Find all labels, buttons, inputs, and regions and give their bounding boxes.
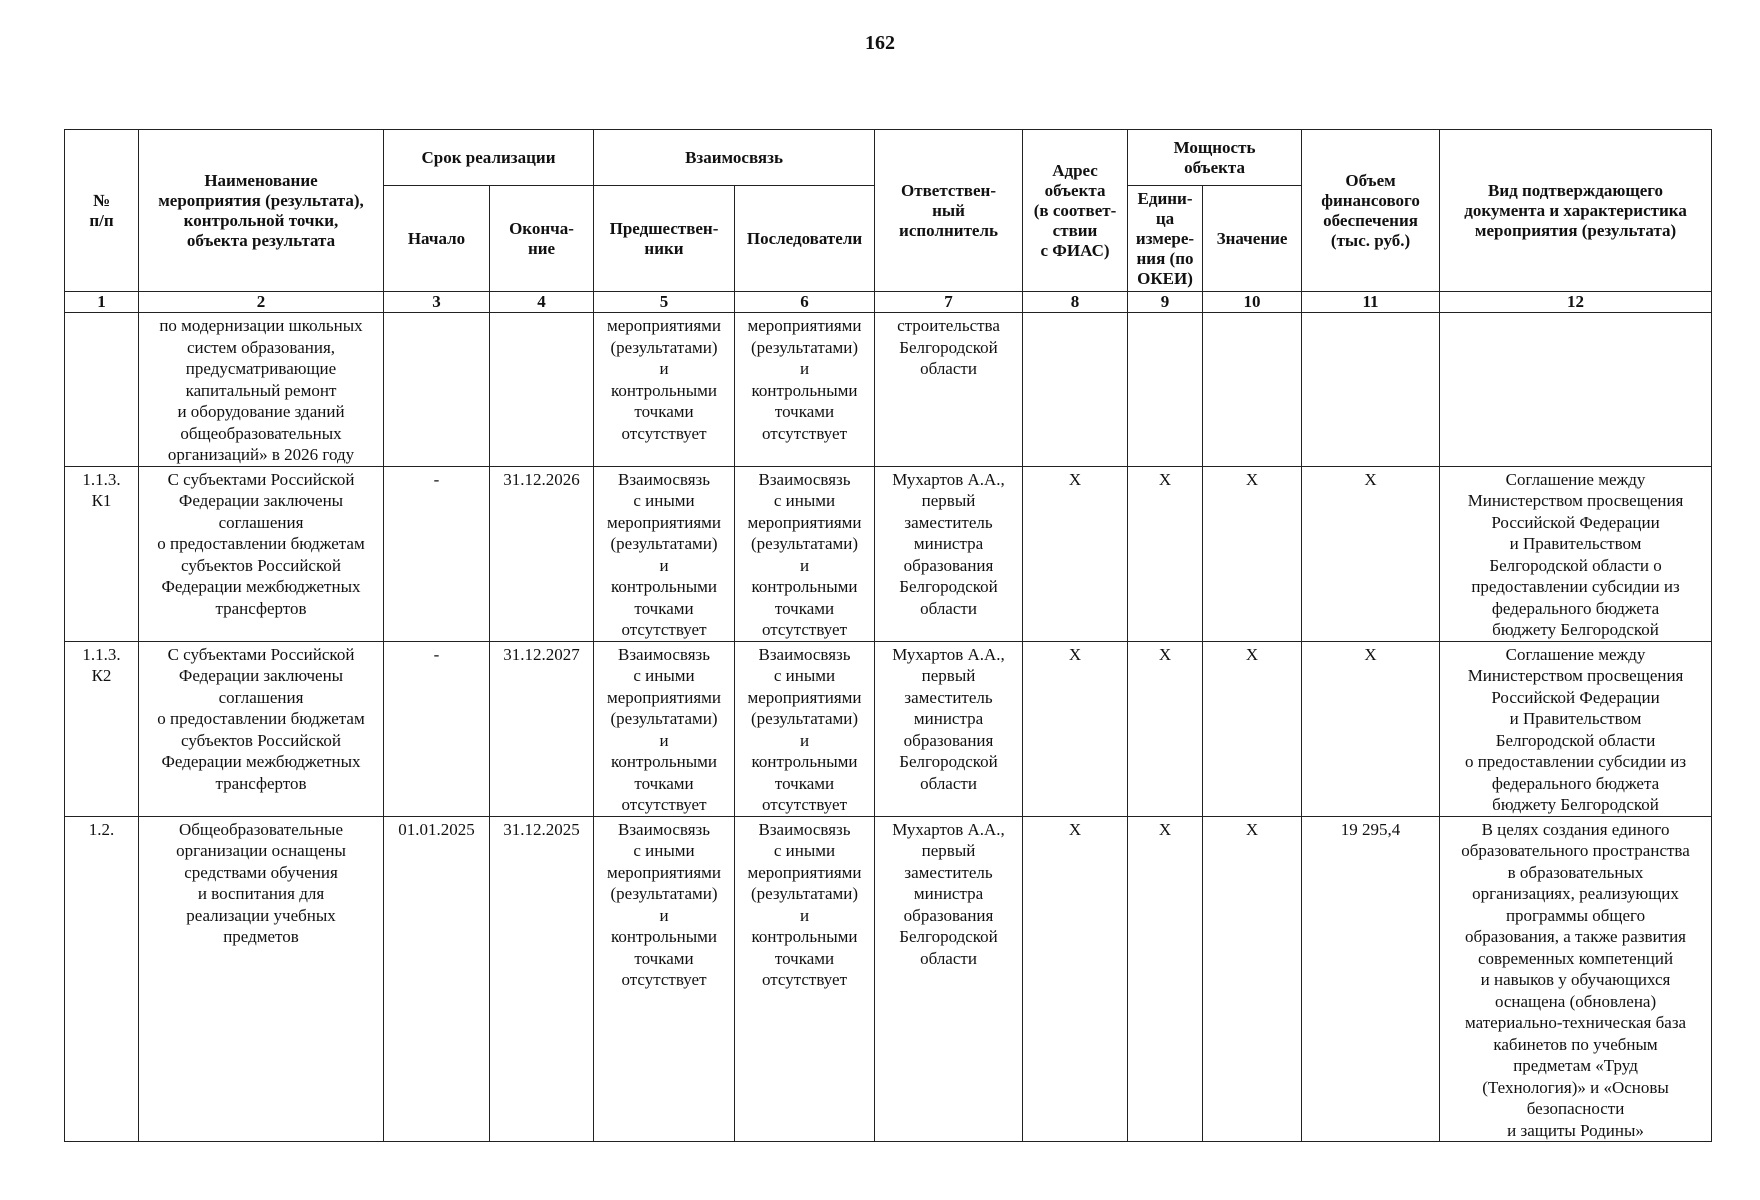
header-finance: Объем финансового обеспечения (тыс. руб.) bbox=[1302, 130, 1440, 292]
table-header bbox=[65, 130, 1712, 313]
cell-num: 1.2. bbox=[65, 816, 139, 1142]
cell-finance bbox=[1302, 313, 1440, 467]
header-relation: Взаимосвязь bbox=[594, 130, 875, 186]
table-row bbox=[65, 466, 1712, 641]
cell-name: С субъектами Российской Федерации заключены соглашения о предоставлении бюджетам субъектов Российской Федерации межбюджетных трансфертов bbox=[139, 641, 384, 816]
header-address: Адрес объекта (в соответ- ствии с ФИАС) bbox=[1023, 130, 1128, 292]
cell-end: 31.12.2026 bbox=[490, 466, 594, 641]
cell-name: по модернизации школьных систем образования, предусматривающие капитальный ремонт и оборудование зданий общеобразовательных организаций» в 2026 году bbox=[139, 313, 384, 467]
cell-responsible: Мухартов А.А., первый заместитель министра образования Белгородской области bbox=[875, 816, 1023, 1142]
column-number-row bbox=[65, 292, 1712, 313]
column-number: 12 bbox=[1440, 292, 1712, 313]
header-name: Наименование мероприятия (результата), контрольной точки, объекта результата bbox=[139, 130, 384, 292]
column-number: 9 bbox=[1128, 292, 1203, 313]
cell-end bbox=[490, 313, 594, 467]
cell-document: Соглашение между Министерством просвещения Российской Федерации и Правительством Белгородской области о предоставлении субсидии из федерального бюджета бюджету Белгородской bbox=[1440, 641, 1712, 816]
cell-start bbox=[384, 313, 490, 467]
column-number: 8 bbox=[1023, 292, 1128, 313]
header-period: Срок реализации bbox=[384, 130, 594, 186]
cell-value: Х bbox=[1203, 816, 1302, 1142]
cell-unit: Х bbox=[1128, 466, 1203, 641]
cell-address: Х bbox=[1023, 816, 1128, 1142]
column-number: 4 bbox=[490, 292, 594, 313]
cell-start: - bbox=[384, 641, 490, 816]
column-number: 6 bbox=[735, 292, 875, 313]
cell-name: Общеобразовательные организации оснащены средствами обучения и воспитания для реализации учебных предметов bbox=[139, 816, 384, 1142]
cell-start: 01.01.2025 bbox=[384, 816, 490, 1142]
header-end: Оконча- ние bbox=[490, 186, 594, 292]
measures-table bbox=[64, 129, 1712, 1142]
cell-value bbox=[1203, 313, 1302, 467]
column-number: 10 bbox=[1203, 292, 1302, 313]
cell-num: 1.1.3. К1 bbox=[65, 466, 139, 641]
cell-name: С субъектами Российской Федерации заключены соглашения о предоставлении бюджетам субъектов Российской Федерации межбюджетных трансфертов bbox=[139, 466, 384, 641]
cell-predecessors: Взаимосвязь с иными мероприятиями (результатами) и контрольными точками отсутствует bbox=[594, 641, 735, 816]
cell-successors: Взаимосвязь с иными мероприятиями (результатами) и контрольными точками отсутствует bbox=[735, 641, 875, 816]
cell-document: В целях создания единого образовательного пространства в образовательных организациях, реализующих программы общего образования, а также развития современных компетенций и навыков у обучающихся оснащена (обновлена) материально-техническая база кабинетов по учебным предметам «Труд (Технология)» и «Основы безопасности и защиты Родины» bbox=[1440, 816, 1712, 1142]
header-unit: Едини- ца измере- ния (по ОКЕИ) bbox=[1128, 186, 1203, 292]
cell-finance: 19 295,4 bbox=[1302, 816, 1440, 1142]
table-row bbox=[65, 641, 1712, 816]
column-number: 3 bbox=[384, 292, 490, 313]
cell-responsible: Мухартов А.А., первый заместитель министра образования Белгородской области bbox=[875, 466, 1023, 641]
cell-value: Х bbox=[1203, 466, 1302, 641]
header-responsible: Ответствен- ный исполнитель bbox=[875, 130, 1023, 292]
column-number: 2 bbox=[139, 292, 384, 313]
cell-address bbox=[1023, 313, 1128, 467]
cell-finance: Х bbox=[1302, 641, 1440, 816]
cell-predecessors: Взаимосвязь с иными мероприятиями (результатами) и контрольными точками отсутствует bbox=[594, 816, 735, 1142]
cell-unit: Х bbox=[1128, 641, 1203, 816]
cell-num: 1.1.3. К2 bbox=[65, 641, 139, 816]
cell-document: Соглашение между Министерством просвещения Российской Федерации и Правительством Белгородской области о предоставлении субсидии из федерального бюджета бюджету Белгородской bbox=[1440, 466, 1712, 641]
cell-successors: Взаимосвязь с иными мероприятиями (результатами) и контрольными точками отсутствует bbox=[735, 466, 875, 641]
cell-start: - bbox=[384, 466, 490, 641]
column-number: 1 bbox=[65, 292, 139, 313]
cell-unit bbox=[1128, 313, 1203, 467]
header-num: № п/п bbox=[65, 130, 139, 292]
header-start: Начало bbox=[384, 186, 490, 292]
cell-num bbox=[65, 313, 139, 467]
header-capacity: Мощность объекта bbox=[1128, 130, 1302, 186]
header-document: Вид подтверждающего документа и характеристика мероприятия (результата) bbox=[1440, 130, 1712, 292]
cell-address: Х bbox=[1023, 466, 1128, 641]
header-value: Значение bbox=[1203, 186, 1302, 292]
cell-predecessors: Взаимосвязь с иными мероприятиями (результатами) и контрольными точками отсутствует bbox=[594, 466, 735, 641]
cell-responsible: строительства Белгородской области bbox=[875, 313, 1023, 467]
column-number: 7 bbox=[875, 292, 1023, 313]
cell-end: 31.12.2025 bbox=[490, 816, 594, 1142]
table-row bbox=[65, 313, 1712, 467]
cell-successors: мероприятиями (результатами) и контрольными точками отсутствует bbox=[735, 313, 875, 467]
cell-address: Х bbox=[1023, 641, 1128, 816]
column-number: 11 bbox=[1302, 292, 1440, 313]
table-row bbox=[65, 816, 1712, 1142]
column-number: 5 bbox=[594, 292, 735, 313]
cell-value: Х bbox=[1203, 641, 1302, 816]
cell-unit: Х bbox=[1128, 816, 1203, 1142]
header-successors: Последователи bbox=[735, 186, 875, 292]
cell-predecessors: мероприятиями (результатами) и контрольными точками отсутствует bbox=[594, 313, 735, 467]
cell-successors: Взаимосвязь с иными мероприятиями (результатами) и контрольными точками отсутствует bbox=[735, 816, 875, 1142]
cell-end: 31.12.2027 bbox=[490, 641, 594, 816]
page-number: 162 bbox=[865, 32, 895, 54]
cell-finance: Х bbox=[1302, 466, 1440, 641]
cell-responsible: Мухартов А.А., первый заместитель министра образования Белгородской области bbox=[875, 641, 1023, 816]
header-predecessors: Предшествен- ники bbox=[594, 186, 735, 292]
cell-document bbox=[1440, 313, 1712, 467]
